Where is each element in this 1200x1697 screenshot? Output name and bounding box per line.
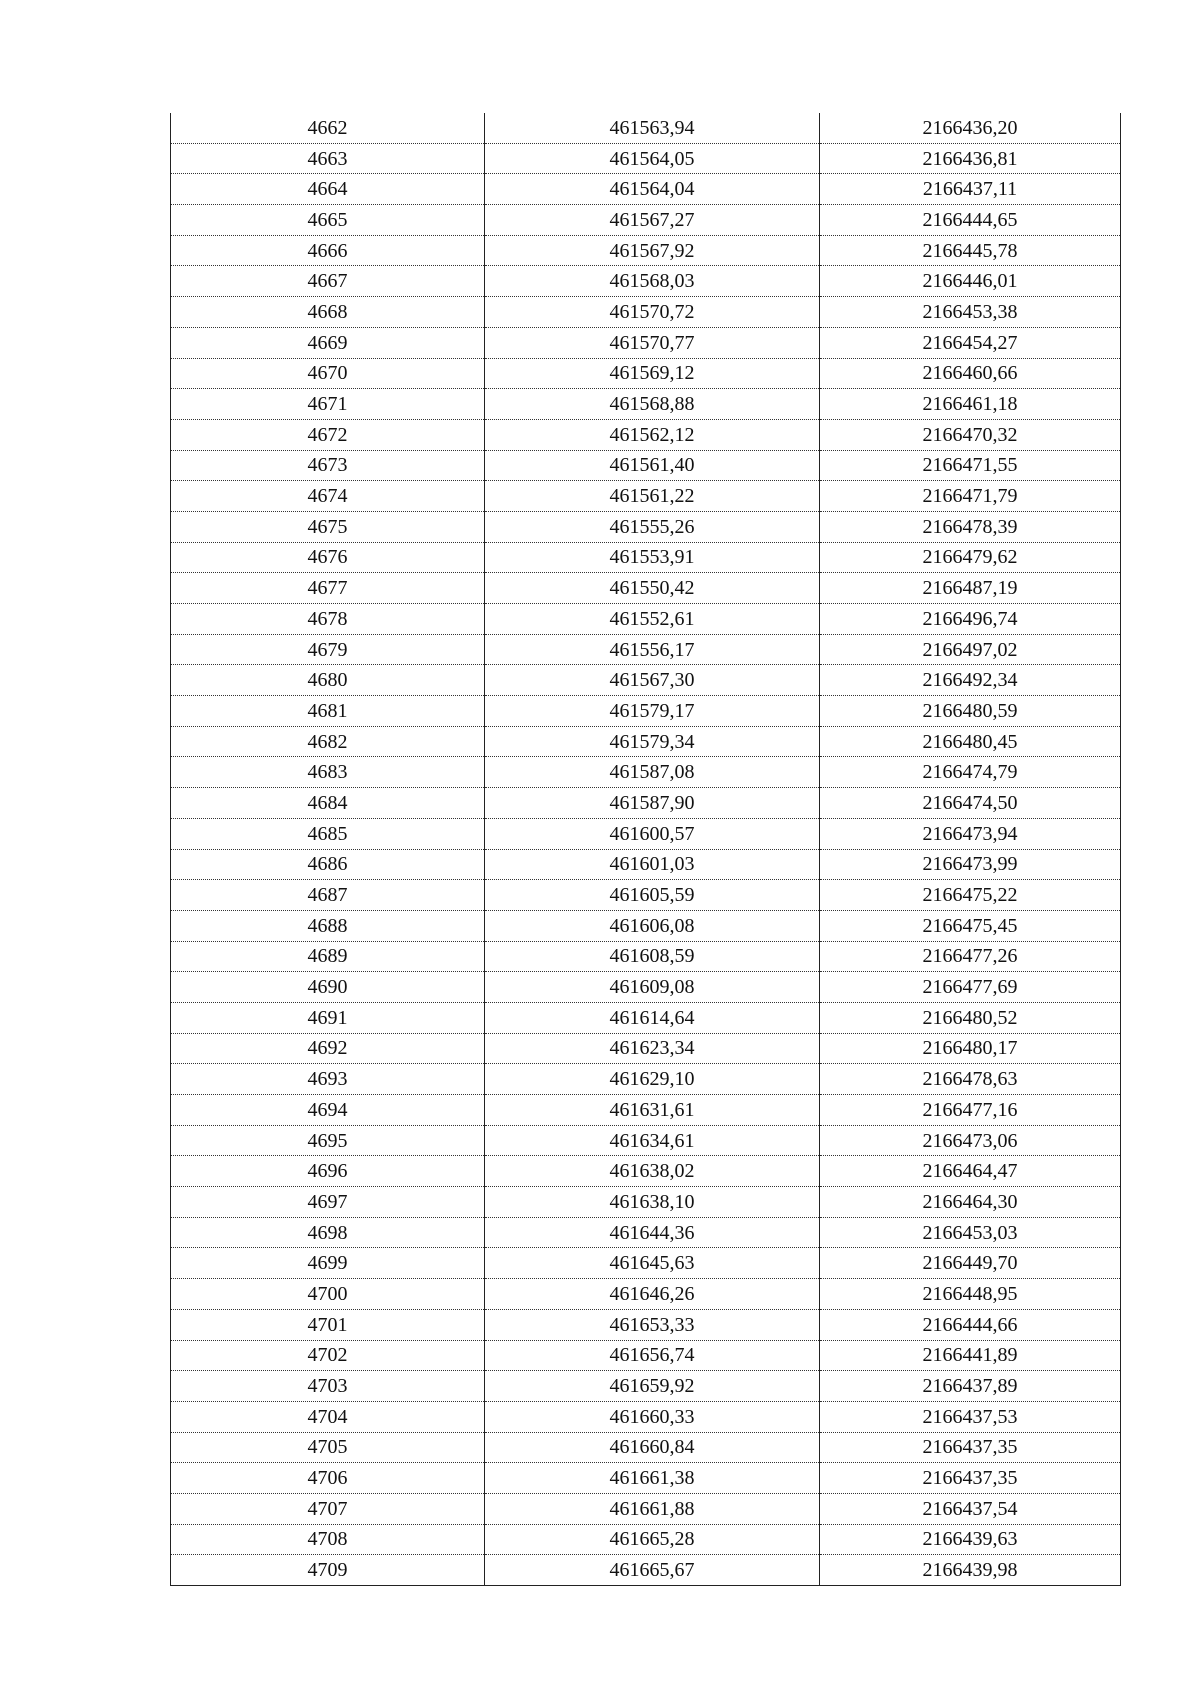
- table-row: [171, 818, 1121, 849]
- x-coordinate-cell: 461601,03: [485, 849, 820, 880]
- y-coordinate-cell: 2166464,47: [820, 1156, 1121, 1187]
- point-number-cell: 4709: [171, 1555, 485, 1586]
- y-coordinate-cell: 2166437,35: [820, 1432, 1121, 1463]
- y-coordinate-cell: 2166475,45: [820, 910, 1121, 941]
- point-number-cell: 4671: [171, 389, 485, 420]
- y-coordinate-cell: 2166477,69: [820, 972, 1121, 1003]
- x-coordinate-cell: 461638,02: [485, 1156, 820, 1187]
- x-coordinate-cell: 461579,17: [485, 696, 820, 727]
- y-coordinate-cell: 2166449,70: [820, 1248, 1121, 1279]
- table-row: [171, 1095, 1121, 1126]
- y-coordinate-cell: 2166471,55: [820, 450, 1121, 481]
- y-coordinate-cell: 2166478,39: [820, 511, 1121, 542]
- y-coordinate-cell: 2166480,17: [820, 1033, 1121, 1064]
- table-row: [171, 1463, 1121, 1494]
- x-coordinate-cell: 461656,74: [485, 1340, 820, 1371]
- table-row: [171, 1309, 1121, 1340]
- y-coordinate-cell: 2166446,01: [820, 266, 1121, 297]
- y-coordinate-cell: 2166480,59: [820, 696, 1121, 727]
- point-number-cell: 4680: [171, 665, 485, 696]
- point-number-cell: 4665: [171, 205, 485, 236]
- y-coordinate-cell: 2166496,74: [820, 604, 1121, 635]
- y-coordinate-cell: 2166473,99: [820, 849, 1121, 880]
- table-row: [171, 665, 1121, 696]
- x-coordinate-cell: 461638,10: [485, 1187, 820, 1218]
- y-coordinate-cell: 2166487,19: [820, 573, 1121, 604]
- y-coordinate-cell: 2166448,95: [820, 1279, 1121, 1310]
- y-coordinate-cell: 2166480,52: [820, 1002, 1121, 1033]
- table-row: [171, 1401, 1121, 1432]
- point-number-cell: 4706: [171, 1463, 485, 1494]
- table-row: [171, 604, 1121, 635]
- x-coordinate-cell: 461661,88: [485, 1493, 820, 1524]
- x-coordinate-cell: 461609,08: [485, 972, 820, 1003]
- y-coordinate-cell: 2166470,32: [820, 419, 1121, 450]
- table-row: [171, 113, 1121, 143]
- coordinates-table-body: [171, 113, 1121, 1586]
- table-row: [171, 726, 1121, 757]
- point-number-cell: 4673: [171, 450, 485, 481]
- table-row: [171, 634, 1121, 665]
- x-coordinate-cell: 461600,57: [485, 818, 820, 849]
- point-number-cell: 4699: [171, 1248, 485, 1279]
- x-coordinate-cell: 461561,40: [485, 450, 820, 481]
- x-coordinate-cell: 461570,77: [485, 327, 820, 358]
- y-coordinate-cell: 2166436,20: [820, 113, 1121, 143]
- table-row: [171, 1064, 1121, 1095]
- x-coordinate-cell: 461562,12: [485, 419, 820, 450]
- point-number-cell: 4707: [171, 1493, 485, 1524]
- x-coordinate-cell: 461660,84: [485, 1432, 820, 1463]
- point-number-cell: 4676: [171, 542, 485, 573]
- x-coordinate-cell: 461605,59: [485, 880, 820, 911]
- table-row: [171, 174, 1121, 205]
- y-coordinate-cell: 2166454,27: [820, 327, 1121, 358]
- table-row: [171, 849, 1121, 880]
- x-coordinate-cell: 461634,61: [485, 1125, 820, 1156]
- x-coordinate-cell: 461629,10: [485, 1064, 820, 1095]
- x-coordinate-cell: 461568,88: [485, 389, 820, 420]
- point-number-cell: 4674: [171, 481, 485, 512]
- table-row: [171, 481, 1121, 512]
- y-coordinate-cell: 2166453,03: [820, 1217, 1121, 1248]
- point-number-cell: 4662: [171, 113, 485, 143]
- x-coordinate-cell: 461567,30: [485, 665, 820, 696]
- x-coordinate-cell: 461561,22: [485, 481, 820, 512]
- table-row: [171, 1432, 1121, 1463]
- y-coordinate-cell: 2166444,65: [820, 205, 1121, 236]
- table-row: [171, 205, 1121, 236]
- point-number-cell: 4683: [171, 757, 485, 788]
- x-coordinate-cell: 461579,34: [485, 726, 820, 757]
- y-coordinate-cell: 2166439,63: [820, 1524, 1121, 1555]
- x-coordinate-cell: 461552,61: [485, 604, 820, 635]
- x-coordinate-cell: 461606,08: [485, 910, 820, 941]
- table-row: [171, 511, 1121, 542]
- x-coordinate-cell: 461550,42: [485, 573, 820, 604]
- point-number-cell: 4678: [171, 604, 485, 635]
- y-coordinate-cell: 2166437,35: [820, 1463, 1121, 1494]
- x-coordinate-cell: 461556,17: [485, 634, 820, 665]
- table-row: [171, 788, 1121, 819]
- point-number-cell: 4700: [171, 1279, 485, 1310]
- point-number-cell: 4701: [171, 1309, 485, 1340]
- table-row: [171, 143, 1121, 174]
- x-coordinate-cell: 461553,91: [485, 542, 820, 573]
- x-coordinate-cell: 461623,34: [485, 1033, 820, 1064]
- y-coordinate-cell: 2166437,53: [820, 1401, 1121, 1432]
- point-number-cell: 4691: [171, 1002, 485, 1033]
- point-number-cell: 4703: [171, 1371, 485, 1402]
- x-coordinate-cell: 461660,33: [485, 1401, 820, 1432]
- x-coordinate-cell: 461645,63: [485, 1248, 820, 1279]
- y-coordinate-cell: 2166473,06: [820, 1125, 1121, 1156]
- x-coordinate-cell: 461653,33: [485, 1309, 820, 1340]
- table-row: [171, 1279, 1121, 1310]
- x-coordinate-cell: 461564,04: [485, 174, 820, 205]
- y-coordinate-cell: 2166453,38: [820, 297, 1121, 328]
- table-row: [171, 1156, 1121, 1187]
- point-number-cell: 4708: [171, 1524, 485, 1555]
- table-row: [171, 450, 1121, 481]
- point-number-cell: 4672: [171, 419, 485, 450]
- point-number-cell: 4679: [171, 634, 485, 665]
- table-row: [171, 1493, 1121, 1524]
- point-number-cell: 4704: [171, 1401, 485, 1432]
- y-coordinate-cell: 2166437,89: [820, 1371, 1121, 1402]
- table-row: [171, 1555, 1121, 1586]
- table-row: [171, 910, 1121, 941]
- coordinates-table: [170, 113, 1121, 1586]
- x-coordinate-cell: 461564,05: [485, 143, 820, 174]
- x-coordinate-cell: 461569,12: [485, 358, 820, 389]
- y-coordinate-cell: 2166497,02: [820, 634, 1121, 665]
- y-coordinate-cell: 2166436,81: [820, 143, 1121, 174]
- y-coordinate-cell: 2166460,66: [820, 358, 1121, 389]
- table-row: [171, 327, 1121, 358]
- y-coordinate-cell: 2166474,50: [820, 788, 1121, 819]
- y-coordinate-cell: 2166445,78: [820, 235, 1121, 266]
- point-number-cell: 4668: [171, 297, 485, 328]
- x-coordinate-cell: 461614,64: [485, 1002, 820, 1033]
- point-number-cell: 4692: [171, 1033, 485, 1064]
- table-row: [171, 972, 1121, 1003]
- x-coordinate-cell: 461568,03: [485, 266, 820, 297]
- point-number-cell: 4694: [171, 1095, 485, 1126]
- point-number-cell: 4670: [171, 358, 485, 389]
- y-coordinate-cell: 2166473,94: [820, 818, 1121, 849]
- y-coordinate-cell: 2166461,18: [820, 389, 1121, 420]
- y-coordinate-cell: 2166444,66: [820, 1309, 1121, 1340]
- table-row: [171, 1002, 1121, 1033]
- y-coordinate-cell: 2166437,54: [820, 1493, 1121, 1524]
- table-row: [171, 1217, 1121, 1248]
- table-row: [171, 1248, 1121, 1279]
- x-coordinate-cell: 461644,36: [485, 1217, 820, 1248]
- x-coordinate-cell: 461665,28: [485, 1524, 820, 1555]
- table-row: [171, 542, 1121, 573]
- point-number-cell: 4695: [171, 1125, 485, 1156]
- x-coordinate-cell: 461555,26: [485, 511, 820, 542]
- table-row: [171, 880, 1121, 911]
- table-row: [171, 1187, 1121, 1218]
- x-coordinate-cell: 461567,27: [485, 205, 820, 236]
- point-number-cell: 4697: [171, 1187, 485, 1218]
- point-number-cell: 4688: [171, 910, 485, 941]
- y-coordinate-cell: 2166441,89: [820, 1340, 1121, 1371]
- y-coordinate-cell: 2166475,22: [820, 880, 1121, 911]
- point-number-cell: 4682: [171, 726, 485, 757]
- point-number-cell: 4689: [171, 941, 485, 972]
- point-number-cell: 4664: [171, 174, 485, 205]
- x-coordinate-cell: 461665,67: [485, 1555, 820, 1586]
- point-number-cell: 4690: [171, 972, 485, 1003]
- point-number-cell: 4667: [171, 266, 485, 297]
- table-row: [171, 696, 1121, 727]
- x-coordinate-cell: 461587,90: [485, 788, 820, 819]
- x-coordinate-cell: 461608,59: [485, 941, 820, 972]
- point-number-cell: 4669: [171, 327, 485, 358]
- table-row: [171, 941, 1121, 972]
- y-coordinate-cell: 2166480,45: [820, 726, 1121, 757]
- table-row: [171, 235, 1121, 266]
- y-coordinate-cell: 2166474,79: [820, 757, 1121, 788]
- x-coordinate-cell: 461661,38: [485, 1463, 820, 1494]
- point-number-cell: 4663: [171, 143, 485, 174]
- y-coordinate-cell: 2166492,34: [820, 665, 1121, 696]
- point-number-cell: 4686: [171, 849, 485, 880]
- point-number-cell: 4685: [171, 818, 485, 849]
- point-number-cell: 4698: [171, 1217, 485, 1248]
- x-coordinate-cell: 461659,92: [485, 1371, 820, 1402]
- point-number-cell: 4675: [171, 511, 485, 542]
- table-row: [171, 1033, 1121, 1064]
- table-row: [171, 573, 1121, 604]
- y-coordinate-cell: 2166471,79: [820, 481, 1121, 512]
- y-coordinate-cell: 2166479,62: [820, 542, 1121, 573]
- point-number-cell: 4702: [171, 1340, 485, 1371]
- x-coordinate-cell: 461567,92: [485, 235, 820, 266]
- point-number-cell: 4681: [171, 696, 485, 727]
- table-row: [171, 266, 1121, 297]
- x-coordinate-cell: 461563,94: [485, 113, 820, 143]
- point-number-cell: 4696: [171, 1156, 485, 1187]
- point-number-cell: 4687: [171, 880, 485, 911]
- y-coordinate-cell: 2166478,63: [820, 1064, 1121, 1095]
- x-coordinate-cell: 461570,72: [485, 297, 820, 328]
- point-number-cell: 4693: [171, 1064, 485, 1095]
- table-row: [171, 1371, 1121, 1402]
- x-coordinate-cell: 461646,26: [485, 1279, 820, 1310]
- table-row: [171, 419, 1121, 450]
- y-coordinate-cell: 2166437,11: [820, 174, 1121, 205]
- x-coordinate-cell: 461631,61: [485, 1095, 820, 1126]
- table-row: [171, 297, 1121, 328]
- y-coordinate-cell: 2166477,16: [820, 1095, 1121, 1126]
- point-number-cell: 4666: [171, 235, 485, 266]
- y-coordinate-cell: 2166464,30: [820, 1187, 1121, 1218]
- table-row: [171, 1340, 1121, 1371]
- table-row: [171, 358, 1121, 389]
- point-number-cell: 4705: [171, 1432, 485, 1463]
- y-coordinate-cell: 2166477,26: [820, 941, 1121, 972]
- table-row: [171, 389, 1121, 420]
- y-coordinate-cell: 2166439,98: [820, 1555, 1121, 1586]
- x-coordinate-cell: 461587,08: [485, 757, 820, 788]
- table-row: [171, 1125, 1121, 1156]
- point-number-cell: 4677: [171, 573, 485, 604]
- point-number-cell: 4684: [171, 788, 485, 819]
- table-row: [171, 757, 1121, 788]
- table-row: [171, 1524, 1121, 1555]
